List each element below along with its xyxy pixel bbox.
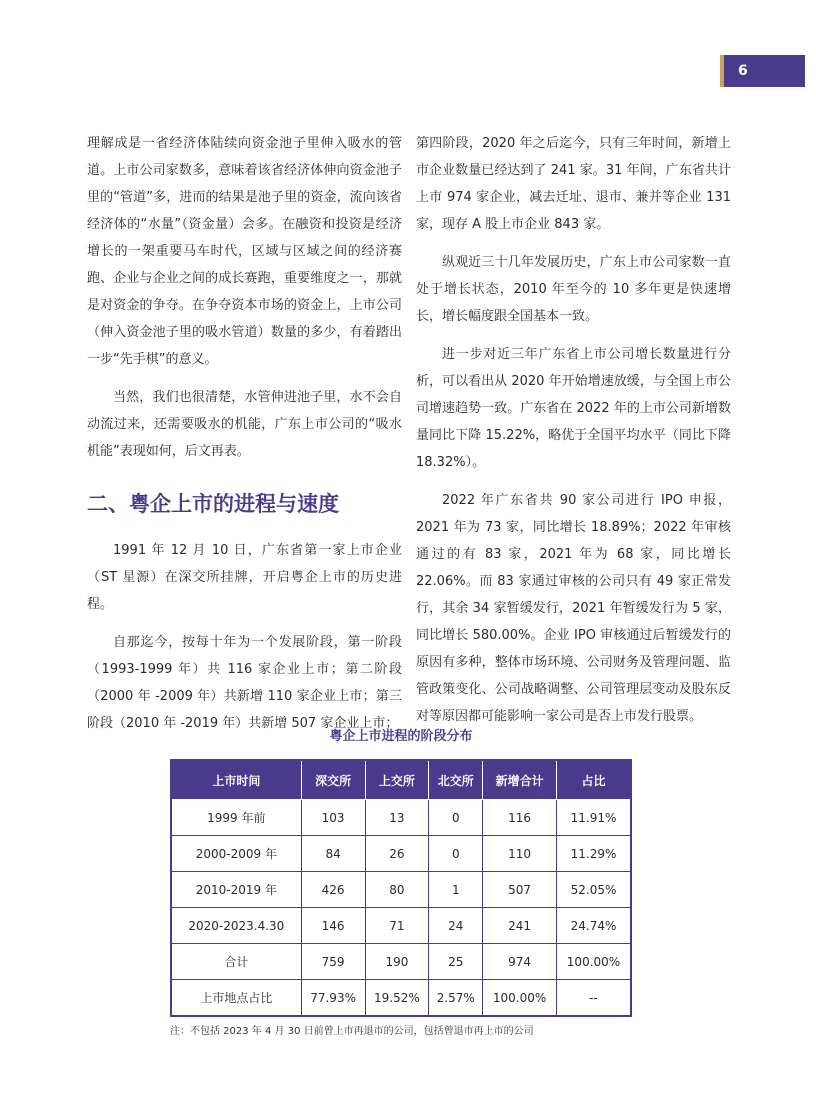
table-cell: 426 (301, 872, 365, 908)
left-paragraph-2: 当然，我们也很清楚，水管伸进池子里，水不会自动流过来，还需要吸水的机能，广东上市公司的“吸水机能”表现如何，后文再表。 (87, 390, 402, 459)
table-cell: 上市地点占比 (171, 980, 301, 1017)
table-cell: 13 (365, 800, 429, 836)
header-cell: 北交所 (429, 760, 483, 800)
table-cell: 84 (301, 836, 365, 872)
left-paragraph-4: 自那迄今，按每十年为一个发展阶段，第一阶段（1993-1999 年）共 116 家企业上市；第二阶段（2000 年 -2009 年）共新增 110 家企业上市；第三阶段（2010 年 -2019 年）共新增 507 家企业上市； (87, 635, 402, 731)
page-number: 6 (738, 63, 748, 79)
table-cell: 2010-2019 年 (171, 872, 301, 908)
table-cell: 11.29% (556, 836, 631, 872)
table-cell: 24.74% (556, 908, 631, 944)
table-cell: 0 (429, 836, 483, 872)
table-cell: 25 (429, 944, 483, 980)
table-cell: 1 (429, 872, 483, 908)
table-cell: 759 (301, 944, 365, 980)
table-cell: 146 (301, 908, 365, 944)
header-cell: 上交所 (365, 760, 429, 800)
table-cell: 2000-2009 年 (171, 836, 301, 872)
table-cell: 116 (483, 800, 557, 836)
table-cell: 974 (483, 944, 557, 980)
table-cell: 100.00% (556, 944, 631, 980)
page-number-badge (720, 55, 805, 87)
table-cell: 103 (301, 800, 365, 836)
right-paragraph-3: 进一步对近三年广东省上市公司增长数量进行分析，可以看出从 2020 年开始增速放缓，与全国上市公司增速趋势一致。广东省在 2022 年的上市公司新增数量同比下降 15.22%，略优于全国平均水平（同比下降 18.32%）。 (416, 347, 731, 470)
table-cell: 合计 (171, 944, 301, 980)
table-cell: 0 (429, 800, 483, 836)
table-row (171, 944, 631, 980)
table-cell: 71 (365, 908, 429, 944)
table-note: 注：不包括 2023 年 4 月 30 日前曾上市再退市的公司，包括曾退市再上市的公司 (170, 1026, 534, 1037)
table-cell: 80 (365, 872, 429, 908)
table-cell: 507 (483, 872, 557, 908)
table-header-row (171, 760, 631, 800)
table-title: 粤企上市进程的阶段分布 (329, 729, 473, 744)
left-paragraph-1: 理解成是一省经济体陆续向资金池子里伸入吸水的管道。上市公司家数多，意味着该省经济体伸向资金池子里的“管道”多，进而的结果是池子里的资金，流向该省经济体的“水量”（资金量）会多。在融资和投资是经济增长的一架重要马车时代，区域与区域之间的经济赛跑、企业与企业之间的成长赛跑，重要维度之一，那就是对资金的争夺。在争夺资本市场的资金上，上市公司（伸入资金池子里的吸水管道）数量的多少，有着踏出一步“先手棋”的意义。 (87, 136, 402, 367)
table-cell: 26 (365, 836, 429, 872)
header-cell: 深交所 (301, 760, 365, 800)
right-paragraph-1: 第四阶段，2020 年之后迄今，只有三年时间，新增上市企业数量已经达到了 241 家。31 年间，广东省共计上市 974 家企业，减去迁址、退市、兼并等企业 131 家，现存 A 股上市企业 843 家。 (416, 136, 731, 232)
table-cell: 2020-2023.4.30 (171, 908, 301, 944)
table-cell: 190 (365, 944, 429, 980)
table-row (171, 800, 631, 836)
right-paragraph-4: 2022 年广东省共 90 家公司进行 IPO 申报，2021 年为 73 家，同比增长 18.89%；2022 年审核通过的有 83 家，2021 年为 68 家，同比增长 22.06%。而 83 家通过审核的公司只有 49 家正常发行，其余 34 家暂缓发行，2021 年暂缓发行为 5 家，同比增长 580.00%。企业 IPO 审核通过后暂缓发行的原因有多种，整体市场环境、公司财务及管理问题、监管政策变化、公司战略调整、公司管理层变动及股东反对等原因都可能影响一家公司是否上市发行股票。 (416, 493, 731, 724)
header-cell: 占比 (556, 760, 631, 800)
table-cell: 77.93% (301, 980, 365, 1017)
right-paragraph-2: 纵观近三十几年发展历史，广东上市公司家数一直处于增长状态，2010 年至今的 10 多年更是快速增长，增长幅度跟全国基本一致。 (416, 255, 731, 324)
table-cell: 100.00% (483, 980, 557, 1017)
section-title: 二、粤企上市的进程与速度 (87, 492, 339, 516)
table-cell: 11.91% (556, 800, 631, 836)
header-cell: 上市时间 (171, 760, 301, 800)
table-row (171, 980, 631, 1017)
table-cell: 2.57% (429, 980, 483, 1017)
header-cell: 新增合计 (483, 760, 557, 800)
table-cell: 110 (483, 836, 557, 872)
table-cell: 52.05% (556, 872, 631, 908)
table-cell: 241 (483, 908, 557, 944)
table-cell: -- (556, 980, 631, 1017)
right-column (416, 130, 731, 741)
table-row (171, 836, 631, 872)
left-paragraph-3: 1991 年 12 月 10 日，广东省第一家上市企业（ST 星源）在深交所挂牌，开启粤企上市的历史进程。 (87, 543, 402, 612)
left-column (87, 130, 402, 748)
listing-stage-table-section (170, 725, 632, 1037)
table-row (171, 872, 631, 908)
listing-stage-table (170, 759, 632, 1017)
table-cell: 1999 年前 (171, 800, 301, 836)
table-row (171, 908, 631, 944)
table-cell: 19.52% (365, 980, 429, 1017)
table-cell: 24 (429, 908, 483, 944)
